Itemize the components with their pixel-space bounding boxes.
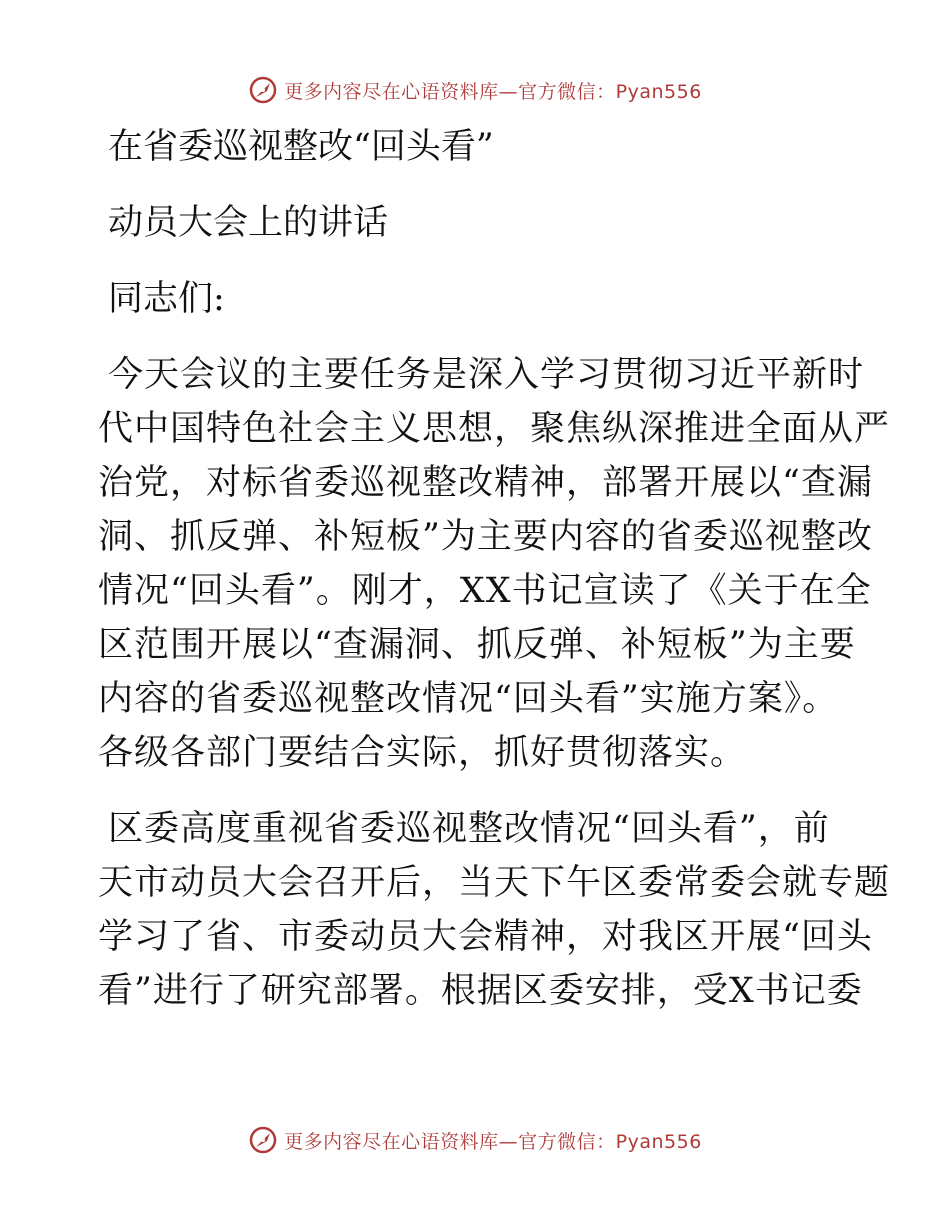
paragraph-2 [98,802,891,1018]
paragraph-line: 天市动员大会召开后，当天下午区委常委会就专题 [98,863,891,903]
paragraph-line: 各级各部门要结合实际，抓好贯彻落实。 [98,733,747,773]
greeting: 同志们: [108,279,225,319]
paragraph-line: 洞、抓反弹、补短板”为主要内容的省委巡视整改 [98,517,873,557]
quill-logo-icon [248,1125,278,1155]
paragraph-line: 今天会议的主要任务是深入学习贯彻习近平新时 [108,355,865,395]
watermark-text: 更多内容尽在心语资料库—官方微信：Pyan556 [284,1130,702,1153]
document-title-line-1: 在省委巡视整改“回头看” [108,127,494,167]
paragraph-1 [98,348,891,780]
paragraph-line: 学习了省、市委动员大会精神，对我区开展“回头 [98,917,873,957]
paragraph-line: 内容的省委巡视整改情况“回头看”实施方案》。 [98,679,839,719]
paragraph-line: 治党，对标省委巡视整改精神，部署开展以“查漏 [98,463,873,503]
paragraph-line: 代中国特色社会主义思想，聚焦纵深推进全面从严 [98,409,891,449]
paragraph-line: 区范围开展以“查漏洞、抓反弹、补短板”为主要 [98,625,856,665]
paragraph-line: 情况“回头看”。刚才，XX书记宣读了《关于在全 [98,571,872,611]
watermark-top [0,72,950,108]
document-title-line-2: 动员大会上的讲话 [108,203,389,243]
watermark-text: 更多内容尽在心语资料库—官方微信：Pyan556 [284,80,702,103]
paragraph-line: 区委高度重视省委巡视整改情况“回头看”，前 [108,809,830,849]
watermark-bottom [0,1122,950,1158]
quill-logo-icon [248,75,278,105]
document-body [98,120,891,1018]
paragraph-line: 看”进行了研究部署。根据区委安排，受X书记委 [98,971,863,1011]
